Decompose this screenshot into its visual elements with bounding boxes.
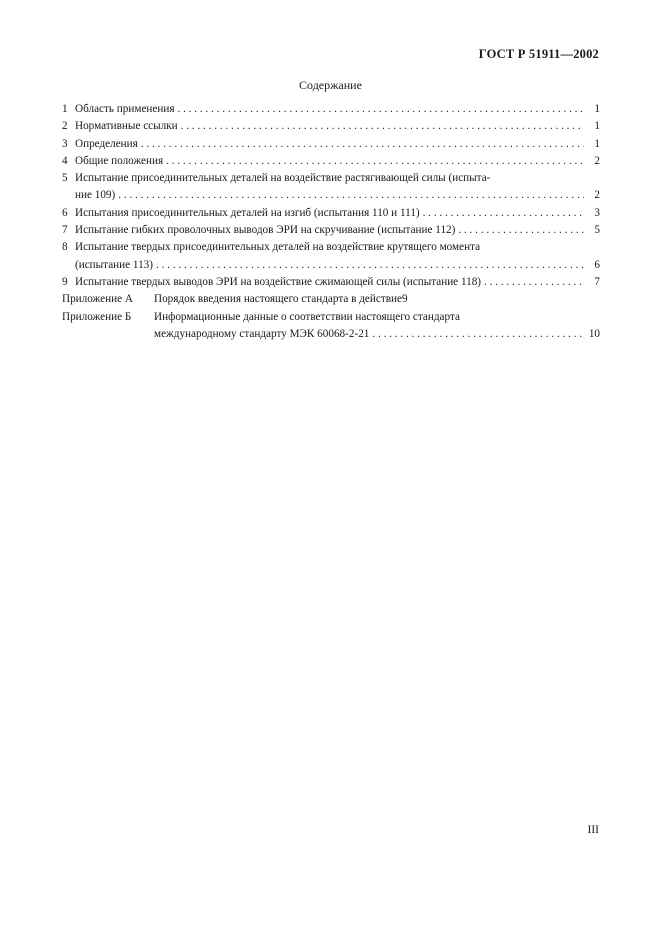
toc-appendix-entry[interactable] <box>62 309 600 344</box>
toc-entry[interactable] <box>62 274 600 291</box>
toc-entry-page: 7 <box>594 275 600 288</box>
appendix-title-continued: международному стандарту МЭК 60068-2-21 <box>154 327 370 340</box>
toc-entry[interactable] <box>62 118 600 135</box>
toc-title: Содержание <box>299 78 362 92</box>
toc-leader-dots <box>423 205 584 222</box>
toc-entry-page: 2 <box>594 154 600 167</box>
toc-entry-number: 4 <box>62 154 68 167</box>
toc-entry-page: 1 <box>594 120 600 133</box>
appendix-page: 10 <box>588 327 600 340</box>
toc-entry-title: Испытание гибких проволочных выводов ЭРИ на скручивание (испытание 112) <box>75 224 456 237</box>
toc-leader-dots <box>156 257 584 274</box>
toc-entry-title: Нормативные ссылки <box>75 120 178 133</box>
toc-leader-dots <box>484 274 584 291</box>
toc-leader-dots <box>118 187 584 204</box>
toc-entry-number: 5 <box>62 172 68 185</box>
toc-entry-page: 3 <box>594 206 600 219</box>
toc-entry-page: 1 <box>594 103 600 115</box>
appendix-title: Порядок введения настоящего стандарта в действие <box>154 293 402 306</box>
toc-entry[interactable] <box>62 205 600 222</box>
toc-entry-title: Испытание твердых выводов ЭРИ на воздействие сжимающей силы (испытание 118) <box>75 275 482 288</box>
toc-entry[interactable] <box>62 239 600 274</box>
toc-entry-title: Испытание твердых присоединительных деталей на воздействие крутящего момента <box>75 241 481 254</box>
document-id: ГОСТ Р 51911—2002 <box>478 47 599 61</box>
appendix-label: Приложение А <box>62 293 133 306</box>
toc-entry-page: 1 <box>594 137 600 150</box>
toc-entry-number: 9 <box>62 275 68 288</box>
toc-leader-dots <box>177 101 584 118</box>
toc-entry[interactable] <box>62 101 600 118</box>
toc-entry-number: 8 <box>62 241 68 254</box>
toc-entry-title: Определения <box>75 137 138 150</box>
toc-entry-number: 7 <box>62 224 68 237</box>
toc-entry[interactable] <box>62 222 600 239</box>
toc-entry-number: 2 <box>62 120 68 133</box>
toc-entry-page: 5 <box>594 224 600 237</box>
toc-leader-dots <box>166 153 584 170</box>
toc-entry-number: 6 <box>62 206 68 219</box>
toc-leader-dots <box>141 136 584 153</box>
table-of-contents <box>62 101 600 343</box>
toc-entry-page: 6 <box>594 258 600 271</box>
toc-entry-title: Область применения <box>75 103 175 115</box>
appendix-title: Информационные данные о соответствии настоящего стандарта <box>154 310 460 323</box>
toc-entry[interactable] <box>62 153 600 170</box>
toc-leader-dots <box>181 118 584 135</box>
toc-entry-title: Испытания присоединительных деталей на изгиб (испытания 110 и 111) <box>75 206 420 219</box>
toc-entry[interactable] <box>62 170 600 205</box>
toc-entry-number: 3 <box>62 137 68 150</box>
toc-entry-title: Испытание присоединительных деталей на воздействие растягивающей силы (испыта- <box>75 172 491 185</box>
toc-leader-dots <box>372 326 584 343</box>
toc-entry-page: 2 <box>594 189 600 202</box>
toc-entry-title-continued: ние 109) <box>75 189 116 202</box>
toc-entry[interactable] <box>62 136 600 153</box>
appendix-page: 9 <box>401 293 408 306</box>
toc-appendix-entry[interactable] <box>62 291 600 308</box>
page-number: III <box>587 824 599 836</box>
toc-entry-number: 1 <box>62 103 68 115</box>
toc-entry-title: Общие положения <box>75 154 164 167</box>
toc-entry-title-continued: (испытание 113) <box>75 258 154 271</box>
appendix-label: Приложение Б <box>62 310 132 323</box>
toc-leader-dots <box>458 222 584 239</box>
